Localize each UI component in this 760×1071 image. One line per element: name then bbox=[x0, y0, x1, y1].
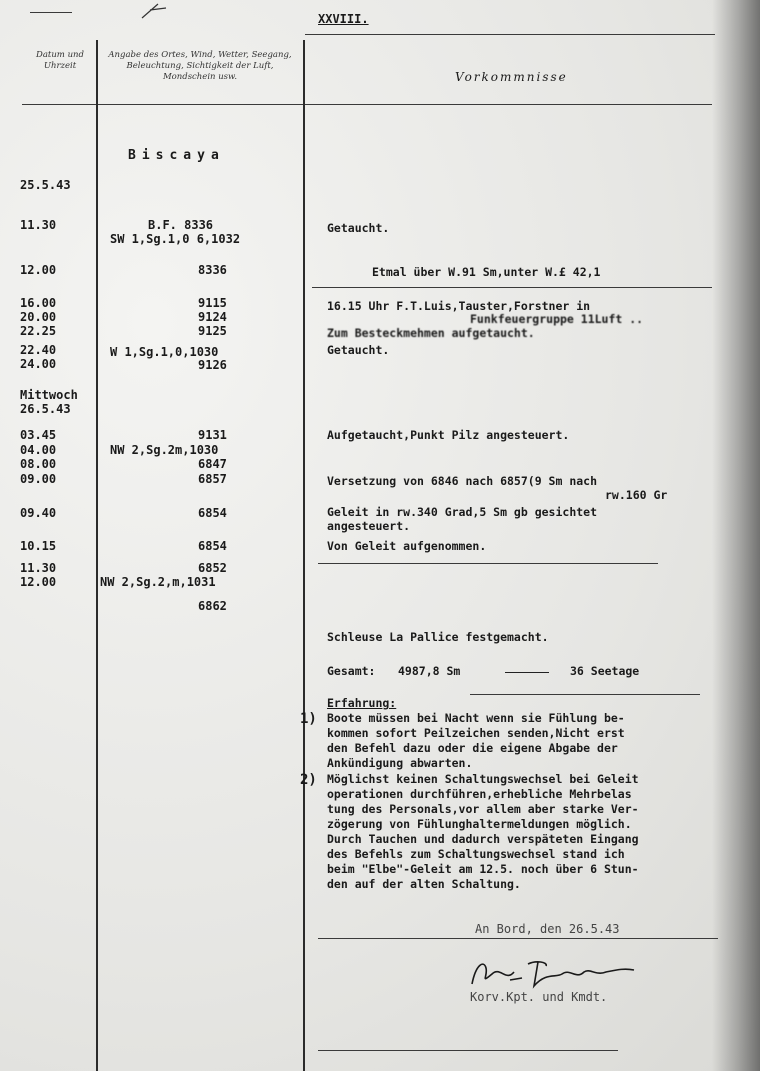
position-entry: 6854 bbox=[198, 539, 227, 553]
item2-line: operationen durchführen,erhebliche Mehrbelas bbox=[327, 787, 632, 801]
item1-line: den Befehl dazu oder die eigene Abgabe der bbox=[327, 741, 618, 755]
top-rule-right bbox=[305, 34, 715, 35]
pen-mark-icon bbox=[140, 0, 170, 22]
item2-line: tung des Personals,vor allem aber starke Ver- bbox=[327, 802, 639, 816]
row-rule bbox=[318, 563, 658, 564]
time-entry: 08.00 bbox=[20, 457, 57, 471]
event-entry: Getaucht. bbox=[327, 343, 390, 357]
time-entry: 10.15 bbox=[20, 539, 57, 553]
position-entry: 9126 bbox=[198, 358, 227, 372]
weather-entry: SW 1,Sg.1,0 6,1032 bbox=[110, 232, 241, 246]
rank-title: Korv.Kpt. und Kmdt. bbox=[470, 990, 608, 1004]
event-entry: Etmal über W.91 Sm,unter W.£ 42,1 bbox=[372, 265, 601, 279]
bottom-rule bbox=[318, 1050, 618, 1051]
time-entry: 11.30 bbox=[20, 218, 57, 232]
position-entry: 9115 bbox=[198, 296, 227, 310]
row-rule bbox=[312, 287, 712, 288]
event-entry: Geleit in rw.340 Grad,5 Sm gb gesichtet bbox=[327, 505, 598, 519]
weather-entry: W 1,Sg.1,0,1030 bbox=[110, 345, 219, 359]
column-divider-2 bbox=[303, 40, 305, 1071]
time-entry: 09.40 bbox=[20, 506, 57, 520]
position-entry: B.F. 8336 bbox=[148, 218, 214, 232]
event-entry: Aufgetaucht,Punkt Pilz angesteuert. bbox=[327, 428, 570, 442]
position-entry: 9124 bbox=[198, 310, 227, 324]
event-entry: rw.160 Gr bbox=[605, 488, 668, 502]
item2-line: Durch Tauchen und dadurch verspäteten Eingang bbox=[327, 832, 639, 846]
sea-days: 36 Seetage bbox=[570, 664, 640, 678]
item2-line: den auf der alten Schaltung. bbox=[327, 877, 521, 891]
date-entry: 25.5.43 bbox=[20, 178, 71, 192]
item-number: 1) bbox=[300, 711, 317, 727]
col-events-header: Vorkommnisse bbox=[455, 70, 568, 84]
time-entry: 22.25 bbox=[20, 324, 57, 338]
item1-line: Ankündigung abwarten. bbox=[327, 756, 473, 770]
event-entry: Zum Besteckmehmen aufgetaucht. bbox=[327, 326, 535, 340]
time-entry: 22.40 bbox=[20, 343, 57, 357]
item2-line: des Befehls zum Schaltungswechsel stand ich bbox=[327, 847, 625, 861]
time-entry: 12.00 bbox=[20, 263, 57, 277]
header-rule bbox=[22, 104, 712, 105]
position-entry: 9131 bbox=[198, 428, 227, 442]
time-entry: 03.45 bbox=[20, 428, 57, 442]
item2-line: beim "Elbe"-Geleit am 12.5. noch über 6 Stun- bbox=[327, 862, 639, 876]
region-label: Biscaya bbox=[128, 148, 225, 163]
top-rule-left bbox=[30, 12, 72, 13]
weather-entry: NW 2,Sg.2m,1030 bbox=[110, 443, 219, 457]
time-entry: 24.00 bbox=[20, 357, 57, 371]
closing-line: Schleuse La Pallice festgemacht. bbox=[327, 630, 549, 644]
position-entry: 6862 bbox=[198, 599, 227, 613]
position-entry: 9125 bbox=[198, 324, 227, 338]
time-entry: 12.00 bbox=[20, 575, 57, 589]
row-rule bbox=[318, 938, 718, 939]
col-place-header: Angabe des Ortes, Wind, Wetter, Seegang, Beleuchtung, Sichtigkeit der Luft, Mondschein usw. bbox=[108, 50, 292, 82]
position-entry: 6852 bbox=[198, 561, 227, 575]
position-entry: 8336 bbox=[198, 263, 227, 277]
position-entry: 6854 bbox=[198, 506, 227, 520]
item1-line: kommen sofort Peilzeichen senden,Nicht erst bbox=[327, 726, 625, 740]
time-entry: 04.00 bbox=[20, 443, 57, 457]
total-label: Gesamt: bbox=[327, 664, 376, 678]
weekday-entry: Mittwoch bbox=[20, 388, 78, 402]
total-value: 4987,8 Sm bbox=[398, 664, 461, 678]
event-entry: angesteuert. bbox=[327, 519, 411, 533]
erfahrung-label: Erfahrung: bbox=[327, 696, 397, 710]
event-entry: Getaucht. bbox=[327, 221, 390, 235]
item-number: 2) bbox=[300, 772, 317, 788]
item2-line: Möglichst keinen Schaltungswechsel bei Geleit bbox=[327, 772, 639, 786]
date-entry: 26.5.43 bbox=[20, 402, 71, 416]
dash-rule bbox=[505, 672, 549, 673]
time-entry: 20.00 bbox=[20, 310, 57, 324]
signature-icon bbox=[466, 954, 646, 994]
item1-line: Boote müssen bei Nacht wenn sie Fühlung be- bbox=[327, 711, 625, 725]
scan-edge-shadow bbox=[712, 0, 760, 1071]
column-divider-1 bbox=[96, 40, 98, 1071]
event-entry: Funkfeuergruppe 11Luft .. bbox=[470, 312, 644, 326]
item2-line: zögerung von Fühlunghaltermeldungen möglich. bbox=[327, 817, 632, 831]
page-number: XXVIII. bbox=[318, 12, 369, 26]
position-entry: 6847 bbox=[198, 457, 227, 471]
time-entry: 11.30 bbox=[20, 561, 57, 575]
weather-entry: NW 2,Sg.2,m,1031 bbox=[100, 575, 216, 589]
event-entry: Versetzung von 6846 nach 6857(9 Sm nach bbox=[327, 474, 598, 488]
event-entry: 16.15 Uhr F.T.Luis,Tauster,Forstner in bbox=[327, 299, 591, 313]
col-date-header: Datum und Uhrzeit bbox=[36, 50, 84, 71]
row-rule bbox=[470, 694, 700, 695]
time-entry: 09.00 bbox=[20, 472, 57, 486]
place-date: An Bord, den 26.5.43 bbox=[475, 922, 620, 936]
time-entry: 16.00 bbox=[20, 296, 57, 310]
position-entry: 6857 bbox=[198, 472, 227, 486]
event-entry: Von Geleit aufgenommen. bbox=[327, 539, 487, 553]
